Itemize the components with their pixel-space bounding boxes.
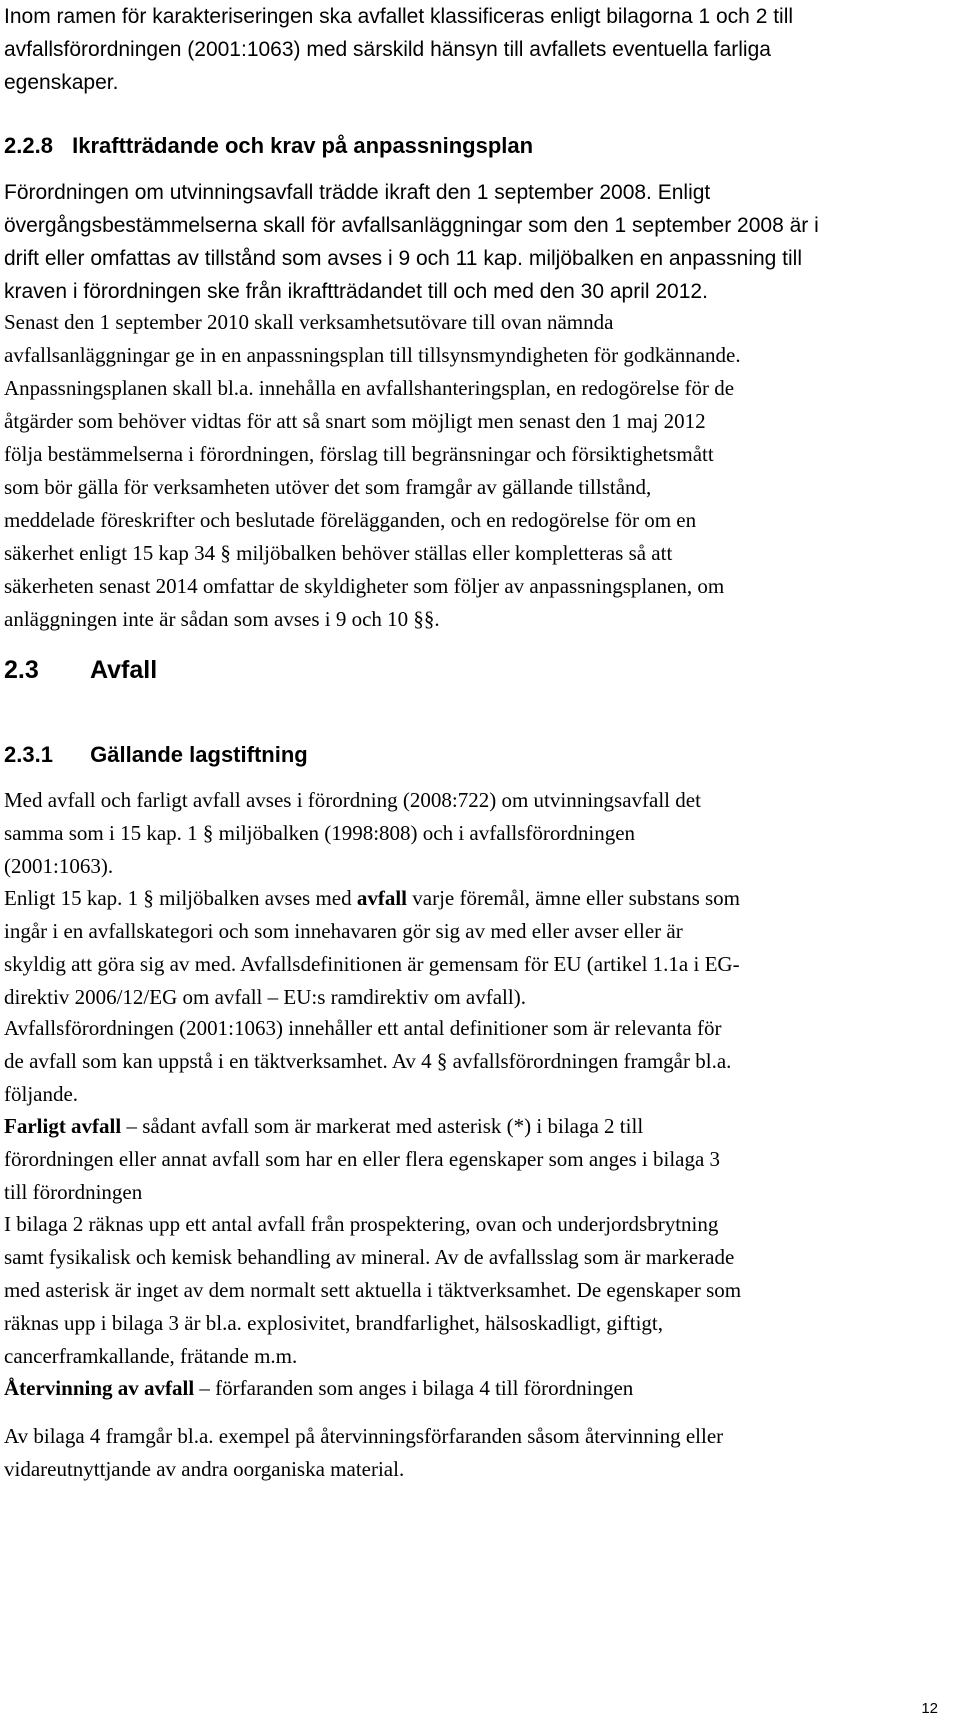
text-line: vidareutnyttjande av andra oorganiska material. [4,1457,405,1481]
heading-2-2-8 [4,133,533,159]
text-line: förordningen eller annat avfall som har en eller flera egenskaper som anges i bilaga 3 [4,1147,721,1171]
text-run: – sådant avfall som är markerat med asterisk (*) i bilaga 2 till [121,1114,644,1138]
text-line [4,1110,944,1143]
text-line: säkerhet enligt 15 kap 34 § miljöbalken behöver ställas eller kompletteras så att [4,541,673,565]
heading-title: Gällande lagstiftning [90,742,308,767]
heading-2-3 [4,656,157,685]
text-line: Av bilaga 4 framgår bl.a. exempel på återvinningsförfaranden såsom återvinning eller [4,1424,724,1448]
text-line: drift eller omfattas av tillstånd som avses i 9 och 11 kap. miljöbalken en anpassning till [4,247,803,270]
text-run: – förfaranden som anges i bilaga 4 till förordningen [194,1376,634,1400]
intro-paragraph [4,0,944,99]
text-line: meddelade föreskrifter och beslutade förelägganden, och en redogörelse för om en [4,508,697,532]
text-line [4,1372,944,1405]
text-line: cancerframkallande, frätande m.m. [4,1344,298,1368]
text-line: följa bestämmelserna i förordningen, förslag till begränsningar och försiktighetsmått [4,442,714,466]
paragraph [4,1110,944,1209]
heading-number: 2.3 [4,656,39,684]
heading-2-3-1 [4,742,308,768]
bold-term: Farligt avfall [4,1114,122,1138]
text-line: säkerheten senast 2014 omfattar de skyldigheter som följer av anpassningsplanen, om [4,574,725,598]
text-line: övergångsbestämmelserna skall för avfallsanläggningar som den 1 september 2008 är i [4,214,819,237]
text-line: följande. [4,1082,79,1106]
bold-term: Återvinning av avfall [4,1376,195,1400]
text-line: (2001:1063). [4,854,114,878]
page-number: 12 [921,1700,938,1717]
text-line: ingår i en avfallskategori och som innehavaren gör sig av med eller avser eller är [4,919,683,943]
text-line: direktiv 2006/12/EG om avfall – EU:s ramdirektiv om avfall). [4,985,526,1009]
text-line: Med avfall och farligt avfall avses i förordning (2008:722) om utvinningsavfall det [4,788,701,812]
text-run: varje föremål, ämne eller substans som [407,886,741,910]
heading-title: Avfall [90,656,158,684]
paragraph [4,784,944,883]
text-line: räknas upp i bilaga 3 är bl.a. explosivitet, brandfarlighet, hälsoskadligt, giftigt, [4,1311,664,1335]
text-line: avfallsförordningen (2001:1063) med särskild hänsyn till avfallets eventuella farliga [4,38,771,61]
heading-title: Ikraftträdande och krav på anpassningsplan [72,133,534,158]
text-line: egenskaper. [4,71,119,94]
heading-number: 2.3.1 [4,742,53,767]
heading-number: 2.2.8 [4,133,53,158]
text-line: skyldig att göra sig av med. Avfallsdefinitionen är gemensam för EU (artikel 1.1a i EG- [4,952,740,976]
paragraph [4,1012,944,1111]
text-line: Senast den 1 september 2010 skall verksamhetsutövare till ovan nämnda [4,310,614,334]
text-line: åtgärder som behöver vidtas för att så snart som möjligt men senast den 1 maj 2012 [4,409,706,433]
text-line: I bilaga 2 räknas upp ett antal avfall från prospektering, ovan och underjordsbrytning [4,1212,719,1236]
text-line: samma som i 15 kap. 1 § miljöbalken (1998:808) och i avfallsförordningen [4,821,636,845]
text-line: avfallsanläggningar ge in en anpassningsplan till tillsynsmyndigheten för godkännande. [4,343,741,367]
text-line: Inom ramen för karakteriseringen ska avfallet klassificeras enligt bilagorna 1 och 2 till [4,5,794,28]
bold-term: avfall [356,886,408,910]
text-line: Anpassningsplanen skall bl.a. innehålla en avfallshanteringsplan, en redogörelse för de [4,376,735,400]
paragraph [4,372,944,636]
text-line: kraven i förordningen ske från ikraftträdandet till och med den 30 april 2012. [4,280,708,303]
text-line: samt fysikalisk och kemisk behandling av mineral. Av de avfallsslag som är markerade [4,1245,735,1269]
paragraph [4,176,944,308]
text-line: med asterisk är inget av dem normalt sett aktuella i täktverksamhet. De egenskaper som [4,1278,742,1302]
text-line: anläggningen inte är sådan som avses i 9 och 10 §§. [4,607,440,631]
text-run: Enligt 15 kap. 1 § miljöbalken avses med [4,886,357,910]
paragraph [4,306,944,372]
paragraph [4,1208,944,1373]
paragraph [4,1420,944,1486]
paragraph [4,1372,944,1405]
text-line [4,882,944,915]
text-line: Förordningen om utvinningsavfall trädde ikraft den 1 september 2008. Enligt [4,181,711,204]
text-line: som bör gälla för verksamheten utöver det som framgår av gällande tillstånd, [4,475,652,499]
text-line: Avfallsförordningen (2001:1063) innehåller ett antal definitioner som är relevanta för [4,1016,722,1040]
text-line: de avfall som kan uppstå i en täktverksamhet. Av 4 § avfallsförordningen framgår bl.a. [4,1049,732,1073]
text-line: till förordningen [4,1180,143,1204]
paragraph [4,882,944,1014]
